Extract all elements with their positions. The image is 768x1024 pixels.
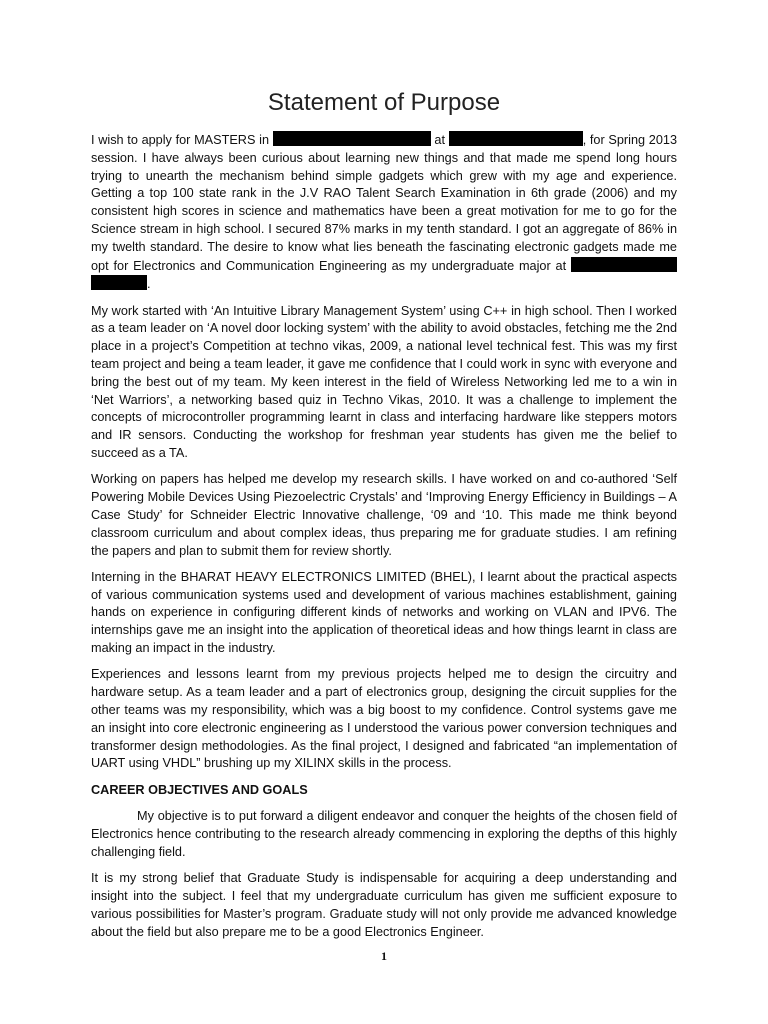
intro-text-c: , for Spring 2013 session. I have always been curious about learning new things and that made me spend long hours trying to unearth the mechanism behind simple gadgets which grew with my age and experience. Getting a top 100 state rank in the J.V RAO Talent Search Examination in 6th grade (2006) and my consistent high scores in science and mathematics have been a great motivation for me to go for the Science stream in high school. I secured 87% marks in my tenth standard. I got an aggregate of 86% in my twelth standard. The desire to know what lies beneath the fascinating electronic gadgets made me opt for Electronics and Communication Engineering as my undergraduate major at [91,133,678,273]
redaction-bar [91,275,147,290]
paragraph-objective: My objective is to put forward a diligent endeavor and conquer the heights of the chosen field of Electronics hence contributing to the research already commencing in exploring the depths of this highly challenging field. [91,809,677,859]
document-body [91,131,677,950]
paragraph-intro [91,131,677,294]
paragraph-goals: It is my strong belief that Graduate Study is indispensable for acquiring a deep understanding and insight into the subject. I feel that my undergraduate curriculum has given me sufficient exposure to various possibilities for Master’s program. Graduate study will not only provide me advanced knowledge about the field but also prepare me to be a good Electronics Engineer. [91,871,677,939]
intro-text-a: I wish to apply for MASTERS in [91,133,273,147]
redaction-bar [571,257,677,272]
paragraph-research: Working on papers has helped me develop my research skills. I have worked on and co-authored ‘Self Powering Mobile Devices Using Piezoelectric Crystals’ and ‘Improving Energy Efficiency in Buildings – A Case Study’ for Schneider Electric Innovative challenge, ‘09 and ‘10. This made me think beyond classroom curriculum and about complex ideas, thus preparing me for graduate studies. I am refining the papers and plan to submit them for review shortly. [91,472,677,558]
intro-text-d: . [147,277,151,292]
intro-text-b: at [430,133,449,147]
page-number: 1 [381,949,387,963]
section-heading: CAREER OBJECTIVES AND GOALS [91,782,308,797]
redaction-bar [273,131,431,146]
paragraph-experience: Experiences and lessons learnt from my previous projects helped me to design the circuitry and hardware setup. As a team leader and a part of electronics group, designing the circuit supplies for the other teams was my responsibility, which was a big boost to my confidence. Control systems gave me an insight into core electronic engineering as I understood the various power conversion techniques and transformer design methodologies. As the final project, I designed and fabricated “an implementation of UART using VHDL” brushing up my XILINX skills in the process. [91,667,677,771]
paragraph-projects: My work started with ‘An Intuitive Library Management System’ using C++ in high school. Then I worked as a team leader on ‘A novel door locking system’ with the ability to avoid obstacles, fetching me the 2nd place in a project’s Competition at techno vikas, 2009, a national level technical fest. This was my first team project and being a team leader, it gave me confidence that I could work in sync with everyone and bring the best out of my team. My keen interest in the field of Wireless Networking led me to a win in ‘Net Warriors’, a networking based quiz in Techno Vikas, 2010. It was a challenge to implement the concepts of microcontroller programming learnt in class and interfacing hardware like steppers motors and IR sensors. Conducting the workshop for freshman year students has given me the belief to succeed as a TA. [91,303,677,461]
document-title: Statement of Purpose [267,89,501,116]
paragraph-internship: Interning in the BHARAT HEAVY ELECTRONICS LIMITED (BHEL), I learnt about the practical aspects of various communication systems used and development of various machines establishment, gaining hands on experience in configuring different kinds of networks and working on VLAN and IPV6. The internships gave me an insight into the application of theoretical ideas and how things learnt in class are making an impact in the industry. [91,569,677,656]
redaction-bar [449,131,583,146]
